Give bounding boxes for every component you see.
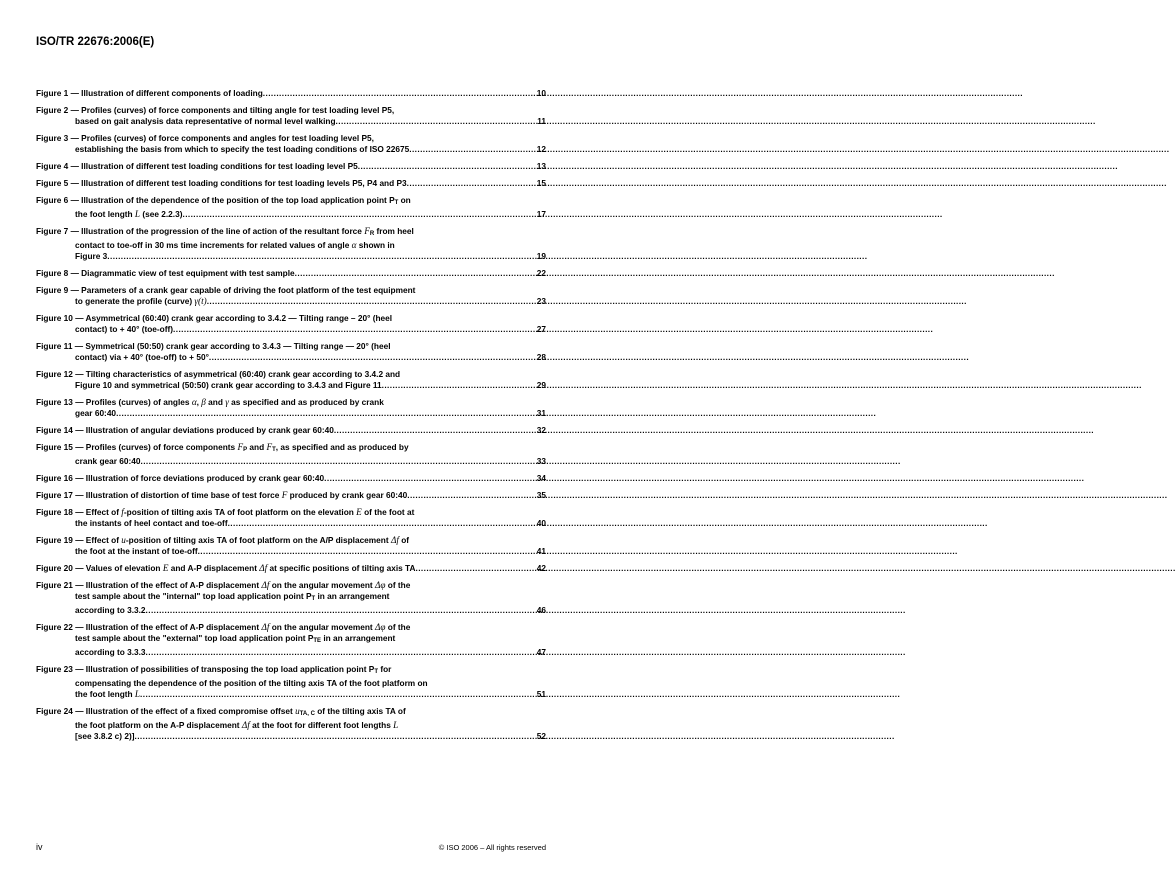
page-number: 28 xyxy=(536,352,546,362)
page-number: 51 xyxy=(536,689,546,699)
leader-dots xyxy=(207,296,536,307)
entry-text: Figure 2 — Profiles (curves) of force components and tilting angle for test loading level P5, xyxy=(36,105,395,115)
page-number: 29 xyxy=(536,380,546,390)
page-number: 12 xyxy=(536,144,546,154)
entry-text: Figure 3 — Profiles (curves) of force components and angles for test loading level P5, xyxy=(36,133,374,143)
entry-text: Figure 12 — Tilting characteristics of asymmetrical (60:40) crank gear according to 3.4.2 and xyxy=(36,369,401,379)
leader-dots xyxy=(358,161,536,172)
entry-text: Figure 1 — Illustration of different components of loading xyxy=(36,88,263,98)
entry-text: Figure 19 — Effect of u-position of tilting axis TA of foot platform on the A/P displacement Δf of xyxy=(36,535,410,545)
leader-dots xyxy=(209,352,536,363)
entry-text: test sample about the "external" top load application point $P_{TE}$ in an arrangement xyxy=(75,633,396,644)
leader-dots xyxy=(173,324,536,335)
page-number: 17 xyxy=(536,209,546,219)
entry-text: Figure 5 — Illustration of different test loading conditions for test loading levels P5, P4 and P3 xyxy=(36,178,407,188)
entry-text: Figure 8 — Diagrammatic view of test equipment with test sample xyxy=(36,268,295,278)
toc-entry-figure-14[interactable] xyxy=(36,425,546,436)
leader-dots xyxy=(263,88,536,99)
toc-entry-figure-15[interactable] xyxy=(36,442,546,467)
leader-dots xyxy=(141,456,536,467)
entry-text: contact) to + 40° (toe-off) xyxy=(75,324,174,334)
page-number: 13 xyxy=(536,161,546,171)
entry-text: compensating the dependence of the position of the tilting axis TA of the foot platform on xyxy=(75,678,428,688)
page-number: 40 xyxy=(536,518,546,528)
page-number: 42 xyxy=(536,563,546,573)
page-number: 15 xyxy=(536,178,546,188)
leader-dots xyxy=(324,473,536,484)
page-number: 32 xyxy=(536,425,546,435)
toc-entry-figure-2[interactable] xyxy=(36,105,546,127)
leader-dots xyxy=(334,425,536,436)
entry-text: Figure 16 — Illustration of force deviations produced by crank gear 60:40 xyxy=(36,473,325,483)
leader-dots xyxy=(228,518,536,529)
entry-text: Figure 22 — Illustration of the effect of A-P displacement Δf on the angular movement Δφ of the xyxy=(36,622,411,632)
page-number: 10 xyxy=(536,88,546,98)
entry-text: Figure 24 — Illustration of the effect of a fixed compromise offset $u_{TA, C}$ of the tilting axis TA of xyxy=(36,706,406,717)
page-number: 33 xyxy=(536,456,546,466)
leader-dots xyxy=(182,209,535,220)
page-number: 19 xyxy=(536,251,546,261)
copyright-notice: © ISO 2006 – All rights reserved xyxy=(438,843,546,852)
toc-entry-figure-10[interactable] xyxy=(36,313,546,335)
toc-entry-figure-18[interactable] xyxy=(36,507,546,529)
entry-text: the foot length L (see 2.2.3) xyxy=(75,209,183,219)
toc-entry-figure-4[interactable] xyxy=(36,161,546,172)
entry-text: according to 3.3.2 xyxy=(75,605,146,615)
page-number: 46 xyxy=(536,605,546,615)
leader-dots xyxy=(116,408,536,419)
leader-dots xyxy=(416,563,536,574)
page-number: 34 xyxy=(536,473,546,483)
toc-entry-figure-19[interactable] xyxy=(36,535,546,557)
toc-entry-figure-16[interactable] xyxy=(36,473,546,484)
leader-dots xyxy=(135,731,536,742)
entry-text: the foot platform on the A-P displacement Δf at the foot for different foot lengths L xyxy=(75,720,399,730)
entry-text: Figure 20 — Values of elevation E and A-P displacement Δf at specific positions of tilting axis TA xyxy=(36,563,416,573)
entry-text: to generate the profile (curve) γ(t) xyxy=(75,296,207,306)
toc-entry-figure-21[interactable] xyxy=(36,580,546,616)
toc-entry-figure-5[interactable] xyxy=(36,178,546,189)
entry-text: Figure 10 — Asymmetrical (60:40) crank gear according to 3.4.2 — Tilting range – 20° (heel xyxy=(36,313,393,323)
toc-entry-figure-20[interactable] xyxy=(36,563,546,574)
entry-text: Figure 9 — Parameters of a crank gear capable of driving the foot platform of the test equipment xyxy=(36,285,416,295)
entry-text: Figure 11 — Symmetrical (50:50) crank gear according to 3.4.3 — Tilting range — 20° (heel xyxy=(36,341,391,351)
entry-text: [see 3.8.2 c) 2)] xyxy=(75,731,135,741)
page-number: 27 xyxy=(536,324,546,334)
entry-text: contact) via + 40° (toe-off) to + 50° xyxy=(75,352,209,362)
entry-text: Figure 14 — Illustration of angular deviations produced by crank gear 60:40 xyxy=(36,425,334,435)
entry-text: test sample about the "internal" top load application point $P_T$ in an arrangement xyxy=(75,591,390,602)
toc-entry-figure-23[interactable] xyxy=(36,664,546,700)
list-of-figures xyxy=(36,88,546,748)
entry-text: based on gait analysis data representative of normal level walking xyxy=(75,116,336,126)
toc-entry-figure-1[interactable] xyxy=(36,88,546,99)
toc-entry-figure-6[interactable] xyxy=(36,195,546,220)
entry-text: the instants of heel contact and toe-off xyxy=(75,518,228,528)
leader-dots xyxy=(382,380,536,391)
toc-entry-figure-13[interactable] xyxy=(36,397,546,419)
entry-text: Figure 6 — Illustration of the dependence of the position of the top load application point $P_T$ on xyxy=(36,195,411,206)
page-label: iv xyxy=(36,842,43,852)
entry-text: establishing the basis from which to specify the test loading conditions of ISO 22675 xyxy=(75,144,410,154)
toc-entry-figure-7[interactable] xyxy=(36,226,546,262)
page-number: 35 xyxy=(536,490,546,500)
page-number: 23 xyxy=(536,296,546,306)
toc-entry-figure-17[interactable] xyxy=(36,490,546,501)
entry-text: the foot length L xyxy=(75,689,141,699)
toc-entry-figure-3[interactable] xyxy=(36,133,546,155)
entry-text: crank gear 60:40 xyxy=(75,456,141,466)
leader-dots xyxy=(336,116,537,127)
toc-entry-figure-12[interactable] xyxy=(36,369,546,391)
entry-text: Figure 17 — Illustration of distortion of time base of test force F produced by crank gear 60:40 xyxy=(36,490,408,500)
page-number: 31 xyxy=(536,408,546,418)
leader-dots xyxy=(107,251,535,262)
entry-text: Figure 18 — Effect of f-position of tilting axis TA of foot platform on the elevation E of the foot at xyxy=(36,507,415,517)
entry-text: Figure 3 xyxy=(75,251,108,261)
leader-dots xyxy=(140,689,536,700)
entry-text: the foot at the instant of toe-off xyxy=(75,546,198,556)
entry-text: Figure 10 and symmetrical (50:50) crank gear according to 3.4.3 and Figure 11 xyxy=(75,380,382,390)
leader-dots xyxy=(407,178,536,189)
page-number: 52 xyxy=(536,731,546,741)
toc-entry-figure-9[interactable] xyxy=(36,285,546,307)
page-number: 11 xyxy=(537,116,546,126)
entry-text: Figure 23 — Illustration of possibilities of transposing the top load application point $P_T$ for xyxy=(36,664,392,675)
entry-text: contact to toe-off in 30 ms time increments for related values of angle α shown in xyxy=(75,240,395,250)
leader-dots xyxy=(409,144,536,155)
toc-entry-figure-24[interactable] xyxy=(36,706,546,742)
entry-text: gear 60:40 xyxy=(75,408,117,418)
toc-entry-figure-11[interactable] xyxy=(36,341,546,363)
leader-dots xyxy=(146,647,536,658)
page-number: 47 xyxy=(536,647,546,657)
entry-text: Figure 15 — Profiles (curves) of force components $F_P$ and $F_T$, as specified and as produced by xyxy=(36,442,409,453)
entry-text: Figure 4 — Illustration of different test loading conditions for test loading level P5 xyxy=(36,161,358,171)
entry-text: Figure 21 — Illustration of the effect of A-P displacement Δf on the angular movement Δφ of the xyxy=(36,580,411,590)
document-id: ISO/TR 22676:2006(E) xyxy=(36,36,155,48)
entry-text: according to 3.3.3 xyxy=(75,647,146,657)
page-number: 22 xyxy=(536,268,546,278)
leader-dots xyxy=(295,268,536,279)
toc-entry-figure-22[interactable] xyxy=(36,622,546,658)
leader-dots xyxy=(146,605,536,616)
entry-text: Figure 7 — Illustration of the progression of the line of action of the resultant force $F_R$ from heel xyxy=(36,226,414,237)
entry-text: Figure 13 — Profiles (curves) of angles α, β and γ as specified and as produced by crank xyxy=(36,397,384,407)
page-number: 41 xyxy=(536,546,546,556)
leader-dots xyxy=(198,546,536,557)
leader-dots xyxy=(407,490,536,501)
toc-entry-figure-8[interactable] xyxy=(36,268,546,279)
